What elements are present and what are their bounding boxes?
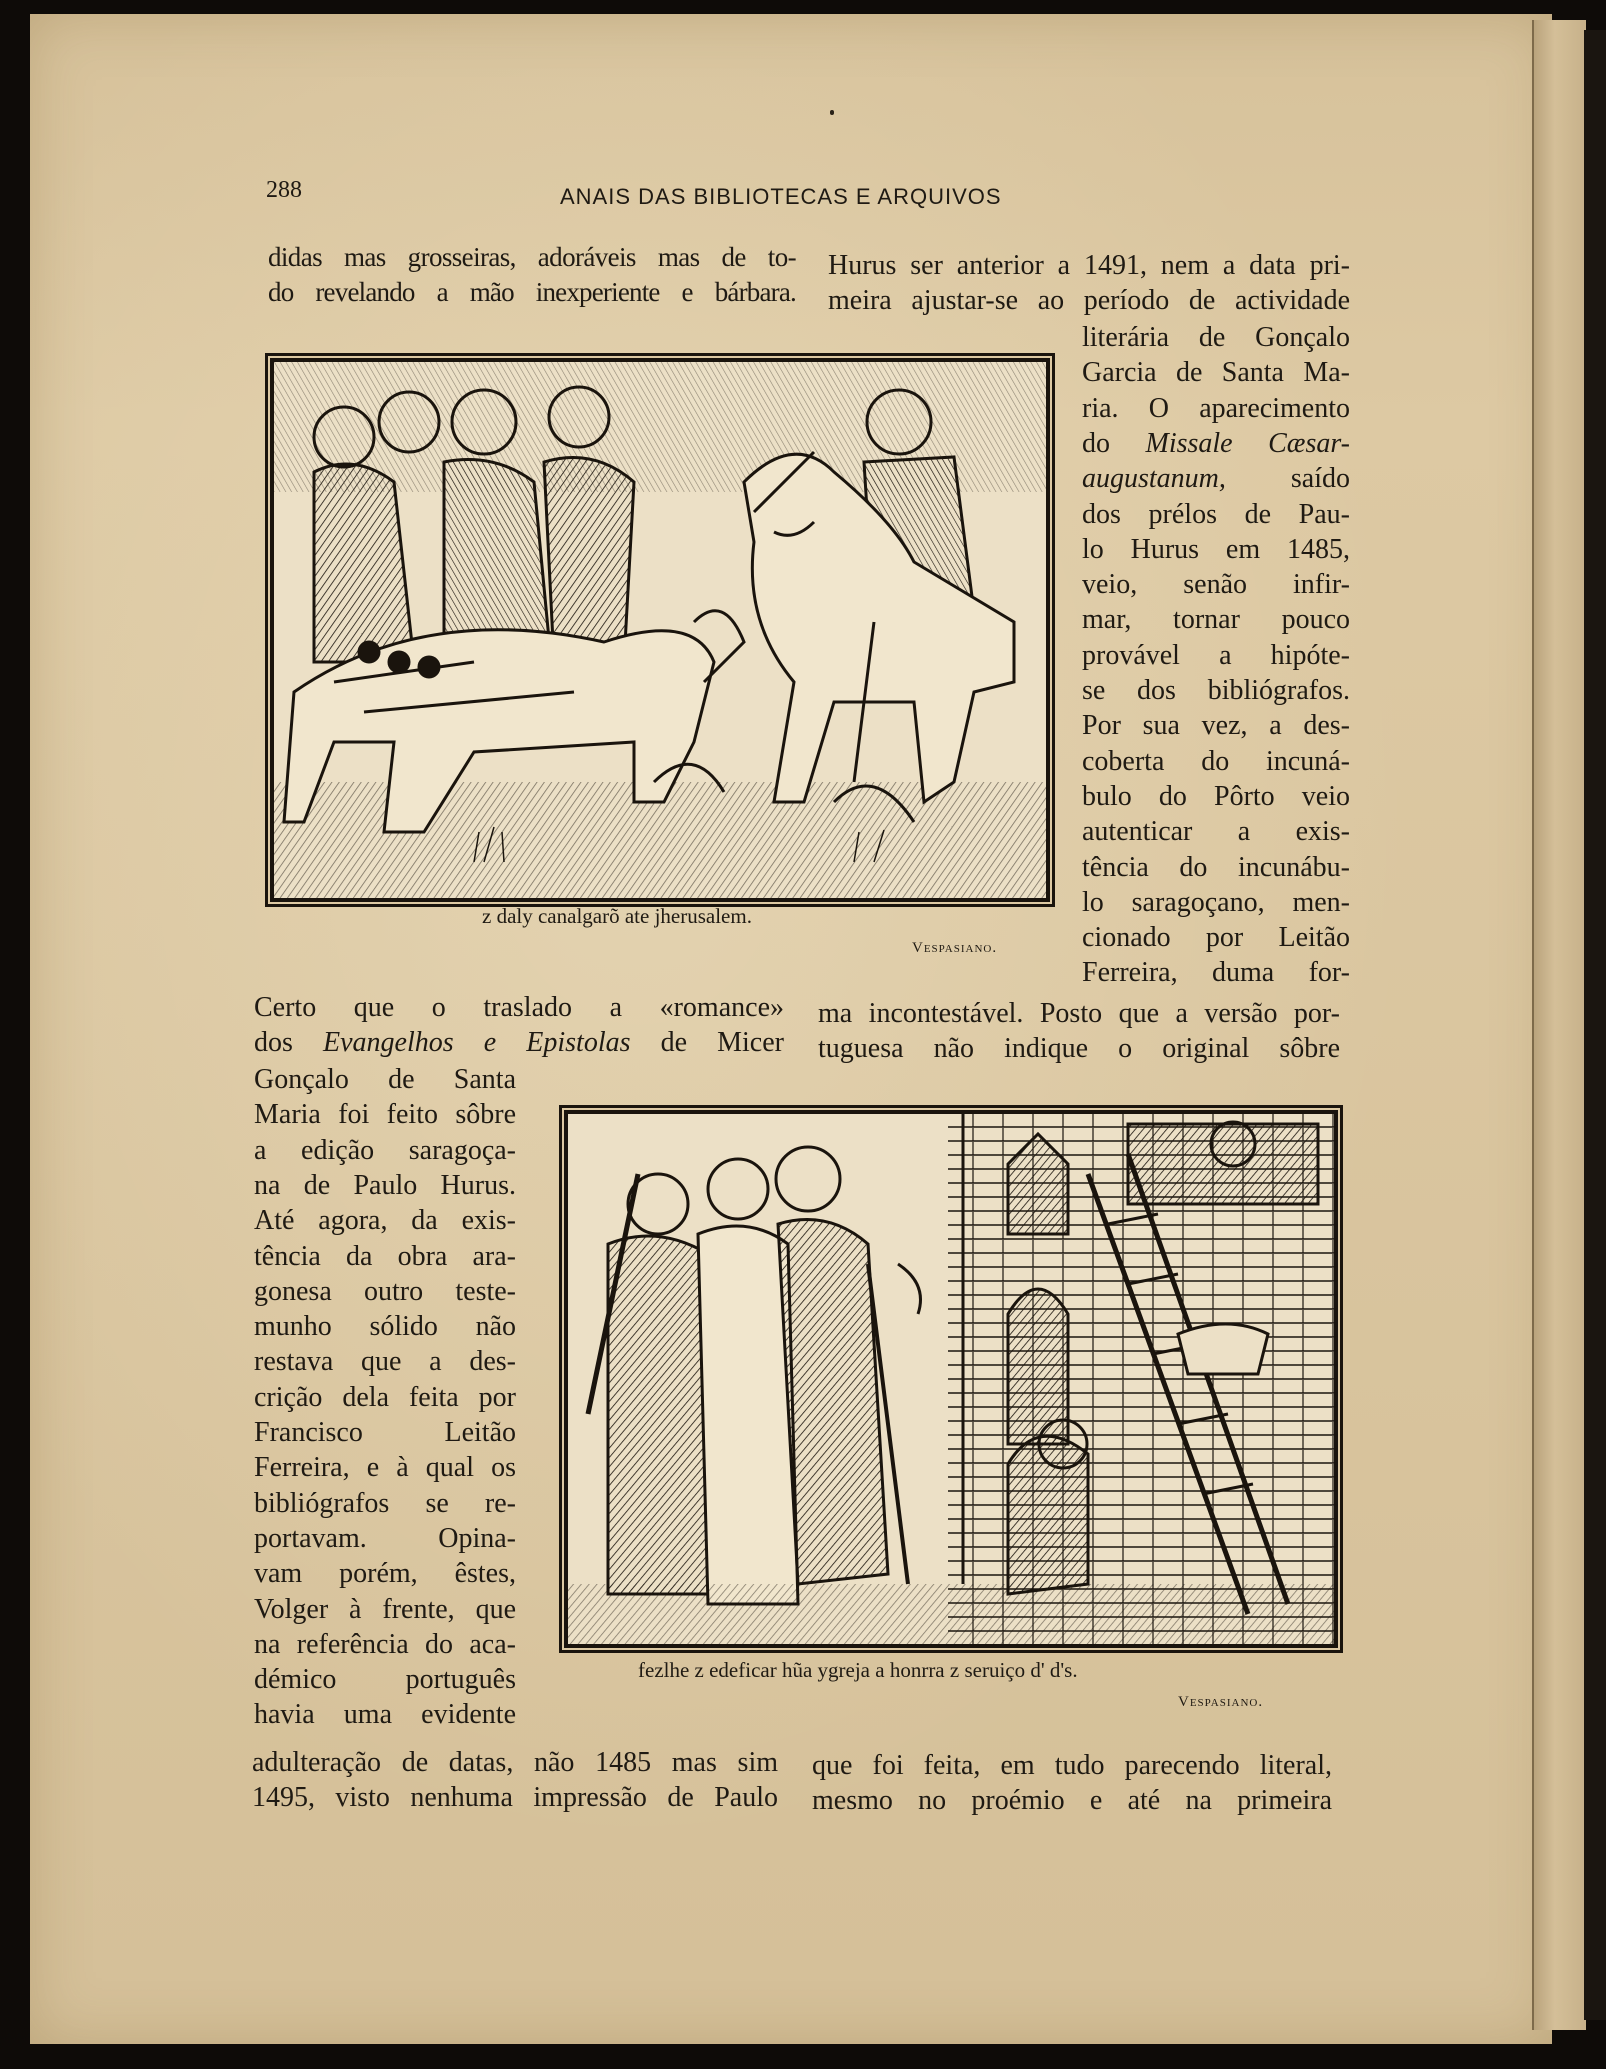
- mid-right-line-1: ma incontestável. Posto que a versão por-: [818, 998, 1340, 1029]
- left-column-line-14: portavam. Opina-: [254, 1522, 516, 1554]
- left-column-line-18: démico português: [254, 1664, 516, 1696]
- ink-speck: [830, 110, 834, 115]
- right-column-line-8: veio, senão infir-: [1082, 569, 1350, 601]
- figure2-credit: Vespasiano.: [1178, 1694, 1264, 1710]
- bottom-left-line-2: 1495, visto nenhuma impressão de Paulo: [252, 1782, 778, 1813]
- right-column-line-9: mar, tornar pouco: [1082, 604, 1350, 636]
- right-column-line-10: provável a hipóte-: [1082, 639, 1350, 671]
- left-column-line-7: gonesa outro teste-: [254, 1275, 516, 1307]
- right-column-line-5: augustanum, saído: [1082, 463, 1350, 495]
- next-page-edge: [1532, 20, 1586, 2030]
- woodcut-riders-art: [274, 362, 1046, 898]
- right-column-line-18: cionado por Leitão: [1082, 922, 1350, 954]
- mid-left-line-2: dos Evangelhos e Epistolas de Micer: [254, 1027, 784, 1058]
- mid-right-line-2: tuguesa não indique o original sôbre: [818, 1033, 1340, 1064]
- left-column-line-5: Até agora, da exis-: [254, 1205, 516, 1237]
- right-column-line-3: ria. O aparecimento: [1082, 392, 1350, 424]
- left-column-line-2: Maria foi feito sôbre: [254, 1099, 516, 1131]
- left-column-line-16: Volger à frente, que: [254, 1593, 516, 1625]
- right-column-line-7: lo Hurus em 1485,: [1082, 533, 1350, 565]
- right-column-line-12: Por sua vez, a des-: [1082, 710, 1350, 742]
- left-column-line-8: munho sólido não: [254, 1311, 516, 1343]
- page-number: 288: [266, 177, 302, 203]
- woodcut-church-art: [568, 1114, 1334, 1644]
- woodcut-illustration-riders: [270, 358, 1050, 902]
- left-column-line-17: na referência do aca-: [254, 1628, 516, 1660]
- left-column-line-4: na de Paulo Hurus.: [254, 1169, 516, 1201]
- right-column-line-1: literária de Gonçalo: [1082, 322, 1350, 353]
- right-column-line-19: Ferreira, duma for-: [1082, 957, 1350, 989]
- left-column-line-1: Gonçalo de Santa: [254, 1064, 516, 1095]
- right-column-line-4: do Missale Cæsar-: [1082, 427, 1351, 459]
- right-column-line-17: lo saragoçano, men-: [1082, 886, 1350, 918]
- right-column-line-6: dos prélos de Pau-: [1082, 498, 1350, 530]
- bottom-right-line-2: mesmo no proémio e até na primeira: [812, 1785, 1332, 1816]
- mid-left-line-1: Certo que o traslado a «romance»: [254, 992, 784, 1023]
- top-left-line-2: do revelando a mão inexperiente e bárbara.: [268, 277, 796, 307]
- top-left-line-1: didas mas grosseiras, adoráveis mas de to-: [268, 242, 796, 272]
- right-column-line-11: se dos bibliógrafos.: [1082, 675, 1350, 706]
- left-column-line-12: Ferreira, e à qual os: [254, 1452, 516, 1484]
- right-column-line-2: Garcia de Santa Ma-: [1082, 357, 1350, 389]
- right-column-line-16: tência do incunábu-: [1082, 851, 1350, 883]
- right-column-line-15: autenticar a exis-: [1082, 816, 1350, 848]
- scan-border: [1584, 30, 1606, 2020]
- left-column-line-3: a edição saragoça-: [254, 1134, 516, 1166]
- left-column-line-13: bibliógrafos se re-: [254, 1487, 516, 1519]
- right-column-line-14: bulo do Pôrto veio: [1082, 780, 1350, 812]
- running-title: ANAIS DAS BIBLIOTECAS E ARQUIVOS: [560, 184, 1002, 209]
- left-column-line-9: restava que a des-: [254, 1346, 516, 1378]
- left-column-line-10: crição dela feita por: [254, 1381, 516, 1413]
- bottom-right-line-1: que foi feita, em tudo parecendo literal,: [812, 1750, 1332, 1781]
- figure2-caption: fezlhe z edeficar hũa ygreja a honrra z seruiço d' d's.: [638, 1658, 1078, 1682]
- top-right-line-2: meira ajustar-se ao período de actividade: [828, 285, 1350, 316]
- left-column-line-6: tência da obra ara-: [254, 1240, 516, 1272]
- left-column-line-15: vam porém, êstes,: [254, 1558, 516, 1590]
- figure1-caption: z daly canalgarõ ate jherusalem.: [482, 904, 752, 928]
- woodcut-illustration-church-building: [564, 1110, 1338, 1648]
- figure1-credit: Vespasiano.: [912, 940, 998, 956]
- left-column-line-11: Francisco Leitão: [254, 1417, 516, 1448]
- bottom-left-line-1: adulteração de datas, não 1485 mas sim: [252, 1747, 778, 1778]
- top-right-line-1: Hurus ser anterior a 1491, nem a data pri-: [828, 250, 1350, 281]
- left-column-line-19: havia uma evidente: [254, 1699, 516, 1731]
- right-column-line-13: coberta do incuná-: [1082, 745, 1350, 777]
